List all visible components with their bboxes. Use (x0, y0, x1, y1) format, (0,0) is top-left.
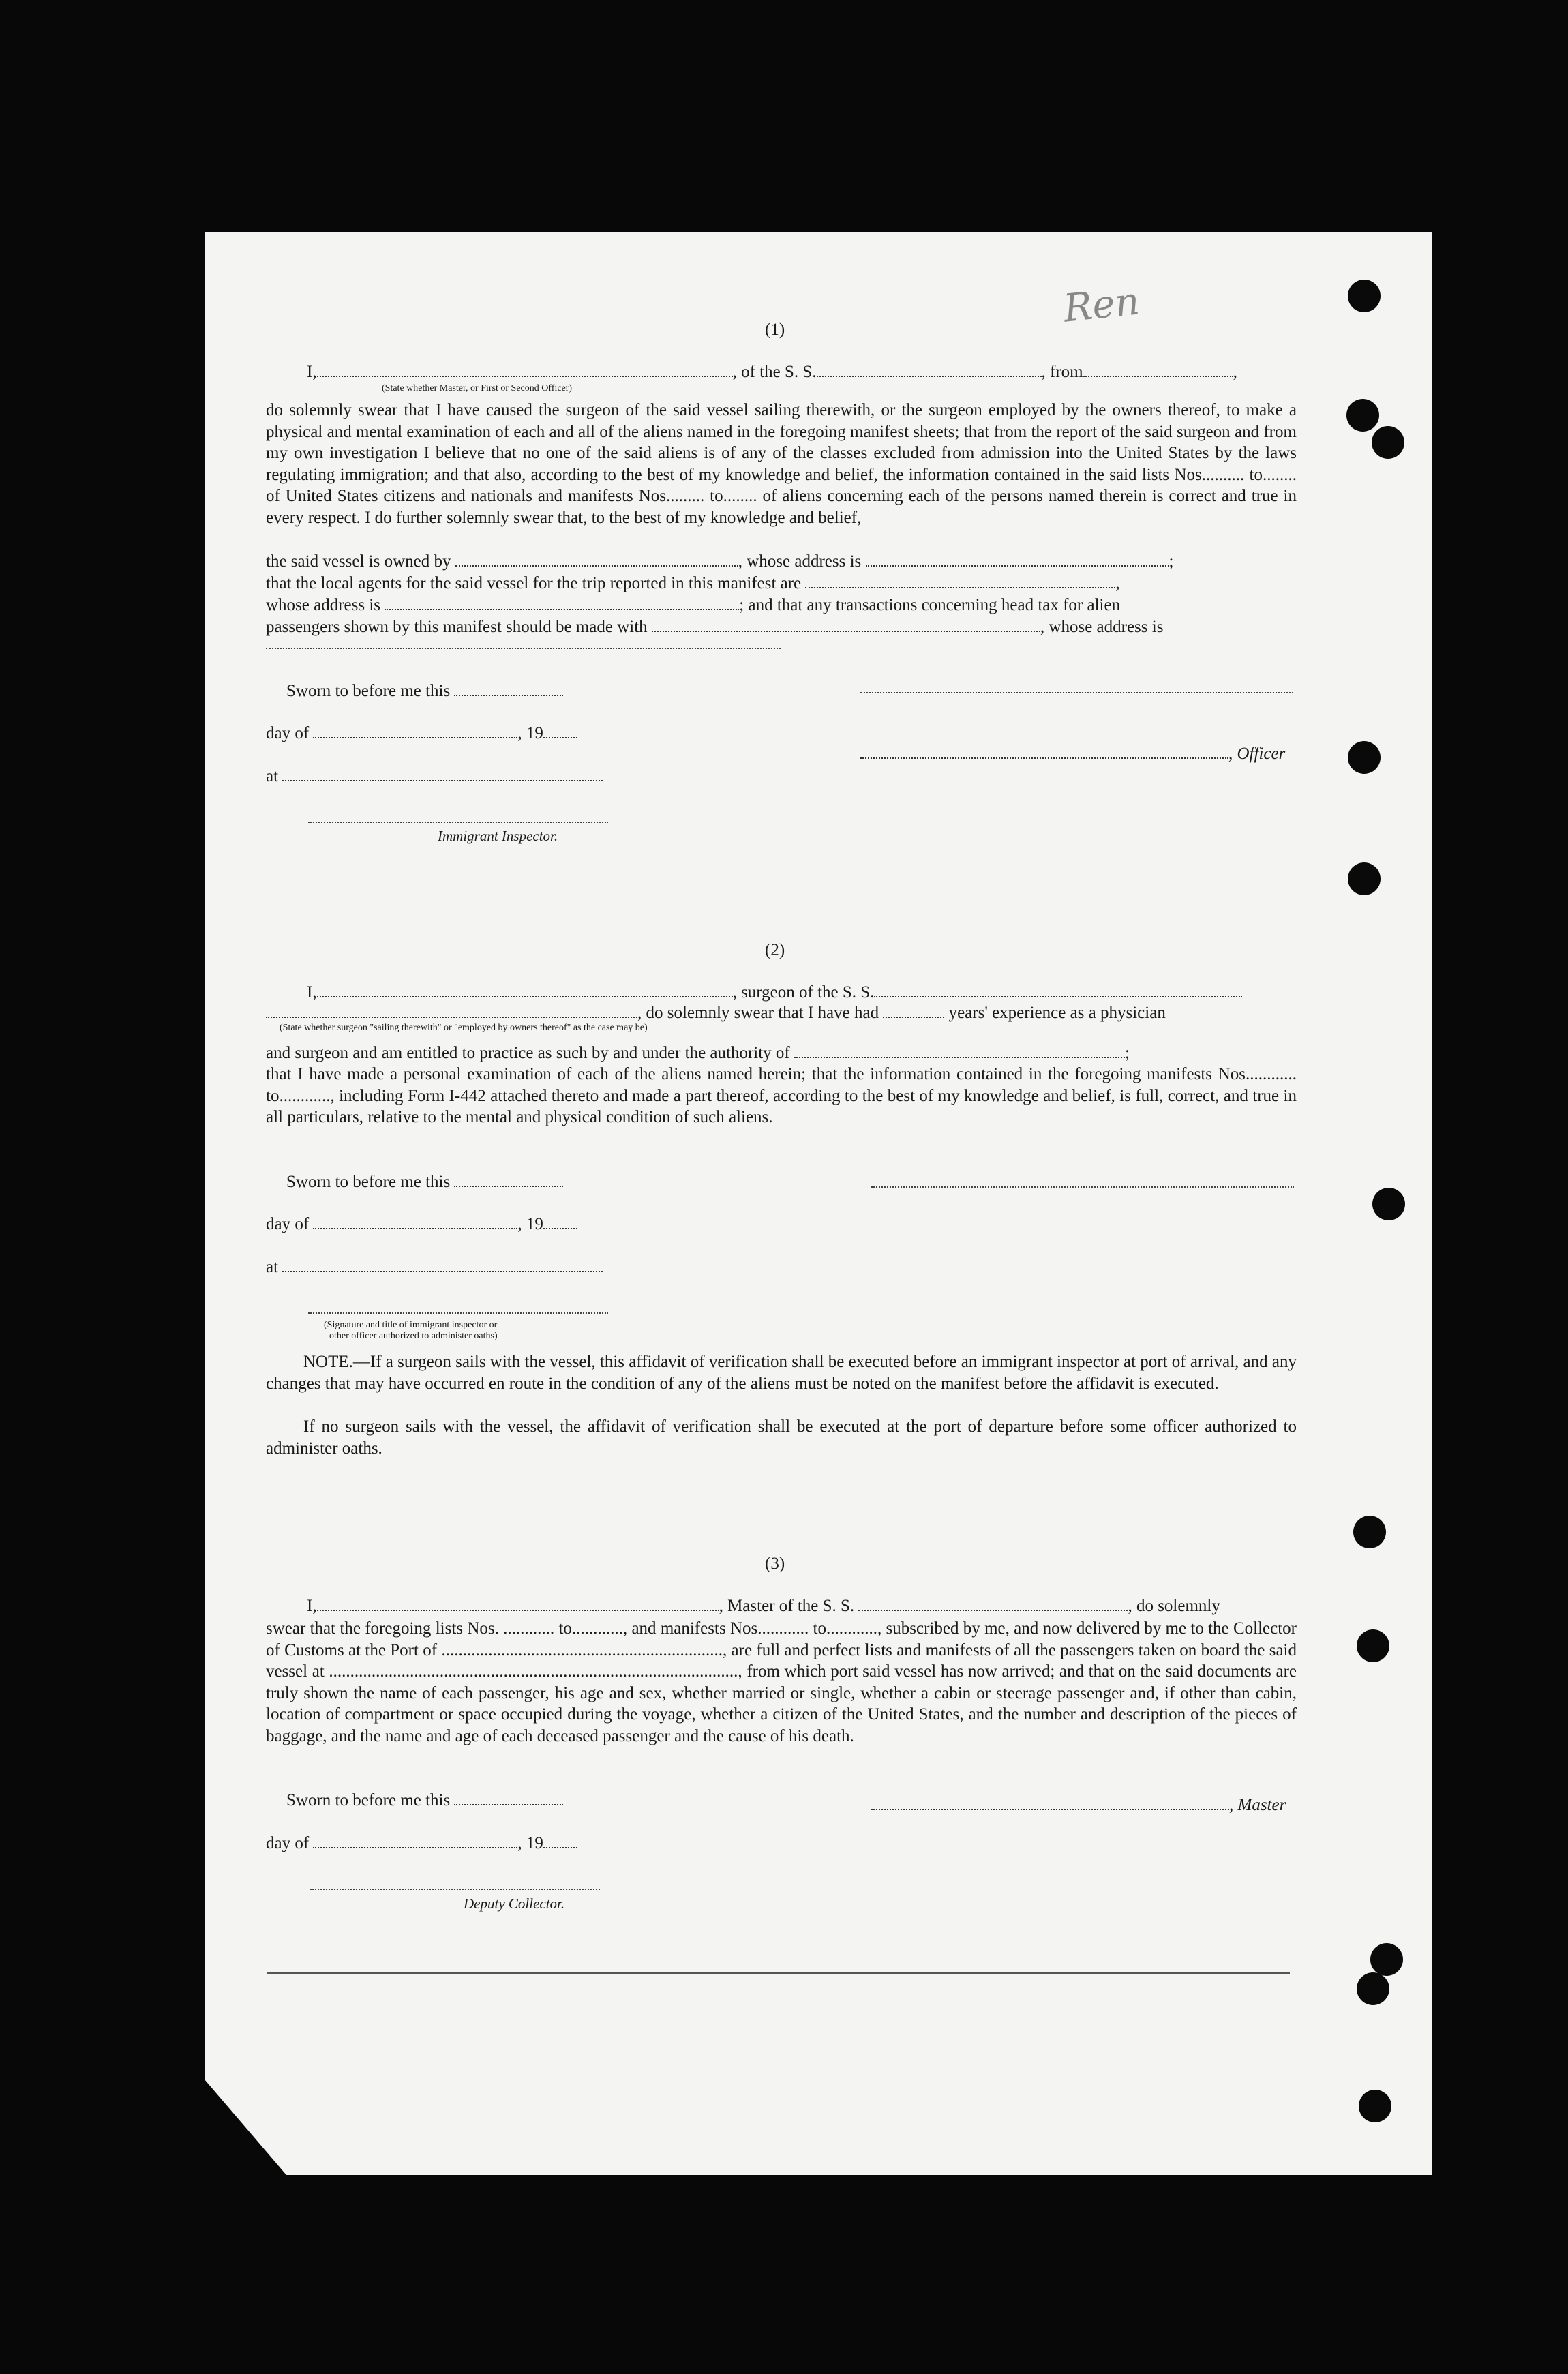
s1-address-continued-field (266, 648, 781, 649)
s2-sig-caption-1: (Signature and title of immigrant inspector or (324, 1320, 498, 1330)
s1-owner-field (455, 552, 738, 567)
punch-hole-2 (1346, 399, 1379, 432)
s1-body: do solemnly swear that I have caused the surgeon of the said vessel sailing therewith, or the surgeon employed by the owners thereof, to make a physical and mental examination of each and all of the aliens named in the foregoing manifest sheets; that from the report of the said surgeon and from my own investigation I believe that no one of the said aliens is of any of the classes excluded from admission into the United States by the laws regulating immigration; and that also, according to the best of my knowledge and belief, the information contained in the said lists Nos.......... to........ of United States citizens and nationals and manifests Nos......... to........ of aliens concerning each of the persons named therein is correct and true in every respect. I do further solemnly swear that, to the best of my knowledge and belief, (266, 401, 1297, 527)
s2-sworn: Sworn to before me this (286, 1171, 563, 1193)
s3-master-signature-line: , Master (871, 1794, 1286, 1816)
punch-hole-7 (1353, 1516, 1386, 1548)
s3-body: swear that the foregoing lists Nos. ............ to............, and manifests Nos............ to............, subscribed by me, and now delivered by me to the Collector of Customs at the Port of .................................................................., are full and perfect lists and manifests of all the passengers taken on board the said vessel at ................................................................................................, from which port said vessel has now arrived; and that on the said documents are truly shown the name of each passenger, his age and sex, whether married or single, whether a cabin or steerage passenger and, if other than cabin, location of compartment or space occupied during the voyage, whether a citizen of the United States, and the number and description of the pieces of baggage, and the name and age of each deceased passenger and the cause of his death. (266, 1619, 1297, 1745)
punch-hole-6 (1372, 1188, 1405, 1220)
s3-collector-label: Deputy Collector. (464, 1895, 565, 1912)
s1-agents-address-field (385, 595, 739, 610)
s1-master-field (317, 362, 733, 377)
punch-hole-1 (1348, 280, 1381, 312)
s1-sworn: Sworn to before me this (286, 680, 563, 702)
s1-at: at (266, 766, 603, 787)
punch-hole-4 (1348, 741, 1381, 774)
handwritten-note: Ren (1061, 279, 1142, 331)
s2-note: NOTE.—If a surgeon sails with the vessel, this affidavit of verification shall be executed before an immigrant inspector at port of arrival, and any changes that may have occurred en route in the condition of any of the aliens must be noted on the manifest before the affidavit is executed. (266, 1353, 1297, 1393)
s2-surgeon-caption: (State whether surgeon "sailing therewith" or "employed by owners thereof" as the case may be) (280, 1023, 648, 1033)
punch-hole-8 (1357, 1629, 1389, 1662)
s1-agents-line: that the local agents for the said vessel for the trip reported in this manifest are , (266, 574, 1120, 592)
punch-hole-3 (1372, 426, 1404, 459)
s1-from-field (1083, 362, 1233, 377)
s1-agents-field (805, 573, 1115, 588)
s2-at: at (266, 1257, 603, 1278)
s2-experience-line: , do solemnly swear that I have had years' experience as a physician (266, 1002, 1166, 1024)
s3-collector-signature-field (310, 1889, 600, 1890)
punch-hole-10 (1357, 1972, 1389, 2005)
s1-agents-address-line: whose address is ; and that any transactions concerning head tax for alien (266, 596, 1121, 614)
s2-sig-caption-2: other officer authorized to administer oaths) (329, 1331, 498, 1341)
bottom-divider (267, 1972, 1290, 1974)
s1-day: day of , 19 (266, 723, 577, 745)
s1-headtax-field (652, 617, 1040, 632)
s1-officer-line: , Officer (860, 743, 1285, 765)
s2-surgeon-line: I, , surgeon of the S. S. (307, 982, 1242, 1004)
s2-inspector-signature-field (308, 1312, 608, 1314)
s3-sworn: Sworn to before me this (286, 1790, 563, 1812)
s2-authority-line: and surgeon and am entitled to practice as such by and under the authority of ; (266, 1044, 1130, 1062)
s1-officer-signature-field (860, 692, 1293, 693)
s1-rank-caption: (State whether Master, or First or Second Officer) (382, 383, 573, 393)
s2-body: that I have made a personal examination of each of the aliens named herein; that the information contained in the foregoing manifests Nos............ to............, including Form I-442 attached thereto and made a part thereof, according to the best of my knowledge and belief, is full, correct, and true in all particulars, relative to the mental and physical condition of such aliens. (266, 1065, 1297, 1126)
s3-master-line: I, , Master of the S. S. , do solemnly (307, 1597, 1220, 1615)
s3-day: day of , 19 (266, 1833, 577, 1854)
punch-hole-9 (1370, 1943, 1403, 1976)
s1-inspector-label: Immigrant Inspector. (438, 828, 558, 844)
s2-day: day of , 19 (266, 1214, 577, 1235)
s1-owned-line: the said vessel is owned by , whose address is ; (266, 552, 1174, 571)
s2-surgeon-signature-field (871, 1186, 1294, 1188)
s2-note-2: If no surgeon sails with the vessel, the affidavit of verification shall be executed at the port of departure before some officer authorized to administer oaths. (266, 1417, 1297, 1458)
s1-owner-address-field (866, 552, 1169, 567)
section-3-number: (3) (765, 1554, 785, 1573)
section-1-number: (1) (765, 320, 785, 339)
punch-hole-5 (1348, 862, 1381, 895)
s1-ship-field (817, 362, 1042, 377)
s1-master-line: I, , of the S. S. , from , (307, 363, 1237, 381)
s1-headtax-line: passengers shown by this manifest should be made with , whose address is (266, 618, 1164, 636)
punch-hole-11 (1359, 2090, 1391, 2122)
s1-inspector-signature-field (308, 822, 608, 823)
section-2-number: (2) (765, 941, 785, 959)
